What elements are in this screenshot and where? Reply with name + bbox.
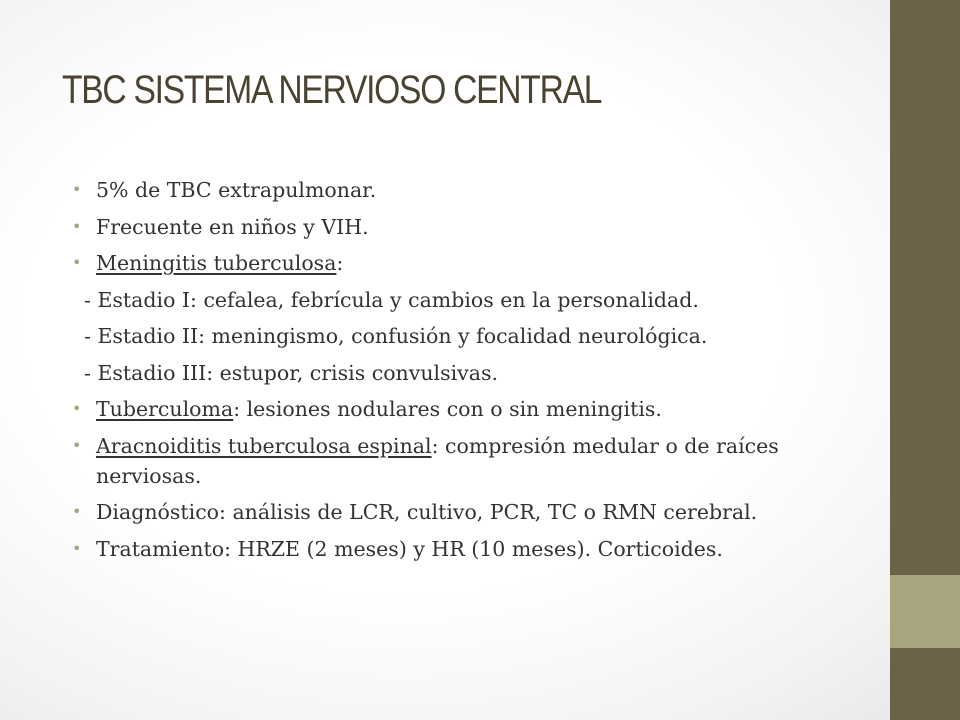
bullet-item: [72, 497, 852, 527]
bullet-icon: •: [72, 502, 82, 521]
bullet-text: : lesiones nodulares con o sin meningitis.: [233, 397, 662, 421]
bullet-icon: •: [72, 180, 82, 199]
bullet-icon: •: [72, 253, 82, 272]
bullet-text: : compresión medular o de raíces nerviosas.: [96, 433, 779, 488]
bullet-text: Frecuente en niños y VIH.: [96, 214, 369, 239]
bullet-item: [72, 431, 852, 491]
bullet-item: [72, 175, 852, 205]
bullet-icon: •: [72, 538, 82, 558]
sub-item: - Estadio I: cefalea, febrícula y cambios en la personalidad.: [84, 287, 699, 312]
bullet-icon: •: [72, 216, 82, 236]
bullet-item: [72, 534, 852, 564]
bullet-text: Diagnóstico: análisis de LCR, cultivo, PCR, TC o RMN cerebral.: [96, 500, 758, 524]
bullet-item: [72, 248, 852, 278]
sub-item: - Estadio III: estupor, crisis convulsivas.: [84, 360, 499, 385]
slide-content: [72, 175, 852, 570]
bullet-icon: •: [72, 435, 82, 455]
decorative-sidebar: [890, 0, 960, 720]
sidebar-band-accent: [890, 575, 960, 648]
bullet-item: [72, 212, 852, 242]
bullet-text: 5% de TBC extrapulmonar.: [96, 178, 377, 202]
bullet-icon: •: [72, 399, 82, 418]
bullet-item: [72, 394, 852, 424]
bullet-term: Aracnoiditis tuberculosa espinal: [96, 433, 432, 458]
sub-item: - Estadio II: meningismo, confusión y focalidad neurológica.: [84, 324, 708, 348]
bullet-text: Tratamiento: HRZE (2 meses) y HR (10 meses). Corticoides.: [96, 536, 723, 561]
bullet-term: Tuberculoma: [96, 397, 234, 421]
bullet-term: Meningitis tuberculosa: [96, 251, 337, 275]
slide-title: TBC SISTEMA NERVIOSO CENTRAL: [62, 68, 602, 112]
sidebar-band-bottom: [890, 648, 960, 720]
sidebar-band-top: [890, 0, 960, 575]
bullet-text: :: [336, 251, 344, 275]
